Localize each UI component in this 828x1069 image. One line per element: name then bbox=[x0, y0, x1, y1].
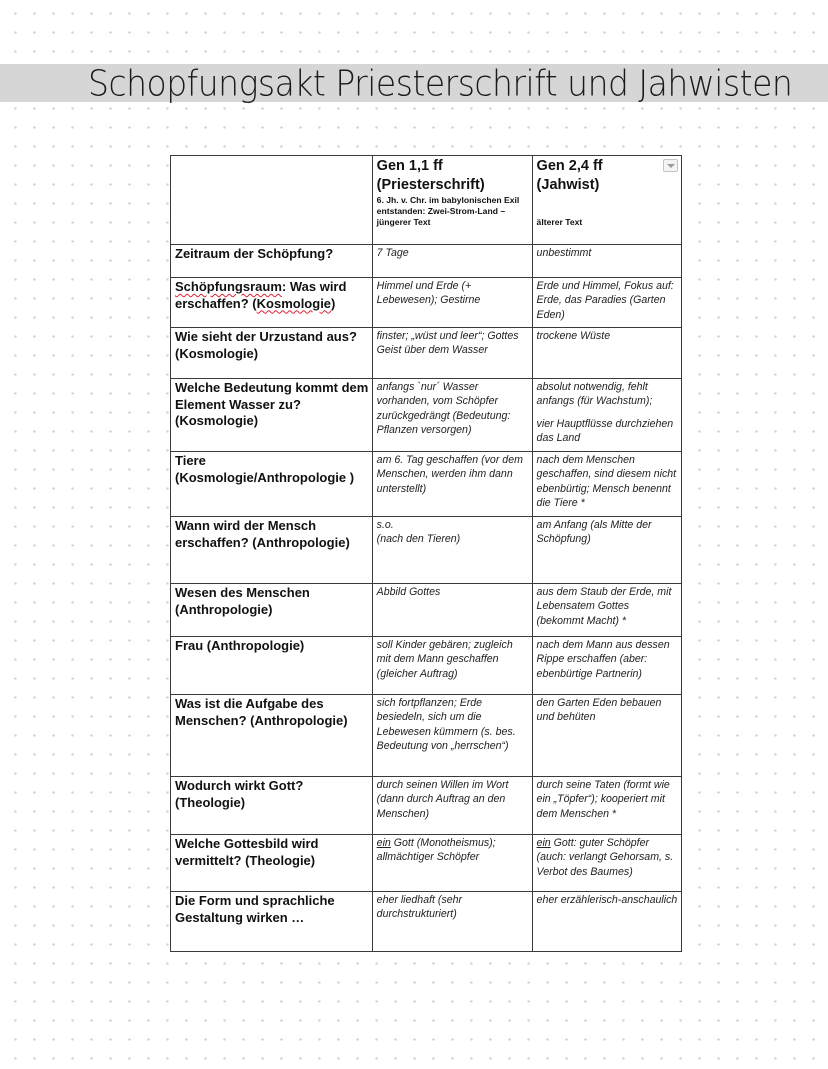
question-part: Kosmologie bbox=[256, 295, 332, 311]
row-jahwist: unbestimmt bbox=[532, 245, 681, 278]
row-jahwist: am Anfang (als Mitte der Schöpfung) bbox=[532, 517, 681, 584]
header-j-note: älterer Text bbox=[536, 217, 583, 227]
page-title: Schopfungsakt Priesterschrift und Jahwisten bbox=[88, 62, 793, 105]
row-priesterschrift: Abbild Gottes bbox=[372, 584, 532, 637]
header-j-subtitle: (Jahwist) bbox=[536, 177, 600, 193]
underlined-word: ein bbox=[376, 837, 391, 849]
row-jahwist: aus dem Staub der Erde, mit Lebensatem Gottes (bekommt Macht) * bbox=[532, 584, 681, 637]
row-jahwist: den Garten Eden bebauen und behüten bbox=[532, 695, 681, 777]
question-part: : Was wird erschaffen? ( bbox=[175, 279, 347, 311]
row-priesterschrift: anfangs `nur´ Wasser vorhanden, vom Schöpfer zurückgedrängt (Bedeutung: Pflanzen versorgen) bbox=[372, 379, 532, 452]
header-p-subtitle: (Priesterschrift) bbox=[376, 177, 485, 193]
row-jahwist bbox=[532, 379, 681, 452]
row-question: Frau (Anthropologie) bbox=[171, 637, 373, 695]
jahwist-part: absolut notwendig, fehlt anfangs (für Wachstum); bbox=[536, 381, 653, 408]
row-priesterschrift: durch seinen Willen im Wort (dann durch Auftrag an den Menschen) bbox=[372, 777, 532, 835]
header-j-title: Gen 2,4 ff bbox=[536, 158, 603, 174]
priesterschrift-text: Gott (Monotheismus); allmächtiger Schöpfer bbox=[376, 837, 496, 864]
row-question: Was ist die Aufgabe des Menschen? (Anthropologie) bbox=[171, 695, 373, 777]
header-empty-cell bbox=[171, 156, 373, 245]
jahwist-part: vier Hauptflüsse durchziehen das Land bbox=[536, 417, 674, 444]
table-row bbox=[171, 452, 682, 517]
row-priesterschrift bbox=[372, 835, 532, 892]
table-row bbox=[171, 245, 682, 278]
table-row bbox=[171, 517, 682, 584]
row-jahwist bbox=[532, 835, 681, 892]
jahwist-text: Gott: guter Schöpfer (auch: verlangt Gehorsam, s. Verbot des Baumes) bbox=[536, 837, 674, 878]
header-jahwist bbox=[532, 156, 681, 245]
comparison-table bbox=[170, 155, 682, 952]
table-row bbox=[171, 379, 682, 452]
underlined-word: ein bbox=[536, 837, 551, 849]
priesterschrift-part: (nach den Tieren) bbox=[376, 533, 461, 546]
header-p-title: Gen 1,1 ff bbox=[376, 158, 443, 174]
table-row bbox=[171, 637, 682, 695]
row-priesterschrift: Himmel und Erde (+ Lebewesen); Gestirne bbox=[372, 278, 532, 328]
row-priesterschrift: finster; „wüst und leer“; Gottes Geist über dem Wasser bbox=[372, 328, 532, 379]
table-row bbox=[171, 278, 682, 328]
row-priesterschrift: soll Kinder gebären; zugleich mit dem Mann geschaffen (gleicher Auftrag) bbox=[372, 637, 532, 695]
row-question bbox=[171, 278, 373, 328]
row-question: Tiere (Kosmologie/Anthropologie ) bbox=[171, 452, 373, 517]
row-question: Wie sieht der Urzustand aus? (Kosmologie) bbox=[171, 328, 373, 379]
question-part: Schöpfungsraum bbox=[175, 279, 282, 294]
table-header-row bbox=[171, 156, 682, 245]
row-priesterschrift: am 6. Tag geschaffen (vor dem Menschen, werden ihm dann unterstellt) bbox=[372, 452, 532, 517]
row-priesterschrift bbox=[372, 517, 532, 584]
table-row bbox=[171, 777, 682, 835]
question-part: ) bbox=[331, 295, 336, 311]
row-question: Die Form und sprachliche Gestaltung wirken … bbox=[171, 892, 373, 952]
table-row bbox=[171, 584, 682, 637]
row-priesterschrift: eher liedhaft (sehr durchstrukturiert) bbox=[372, 892, 532, 952]
header-priesterschrift bbox=[372, 156, 532, 245]
row-question: Wesen des Menschen (Anthropologie) bbox=[171, 584, 373, 637]
row-jahwist: durch seine Taten (formt wie ein „Töpfer“); kooperiert mit dem Menschen * bbox=[532, 777, 681, 835]
row-question: Welche Bedeutung kommt dem Element Wasser zu? (Kosmologie) bbox=[171, 379, 373, 452]
row-jahwist: eher erzählerisch-anschaulich bbox=[532, 892, 681, 952]
row-question: Wann wird der Mensch erschaffen? (Anthropologie) bbox=[171, 517, 373, 584]
table-row bbox=[171, 695, 682, 777]
row-question: Welche Gottesbild wird vermittelt? (Theologie) bbox=[171, 835, 373, 892]
table-row bbox=[171, 328, 682, 379]
row-priesterschrift: sich fortpflanzen; Erde besiedeln, sich um die Lebewesen kümmern (s. bes. Bedeutung von „herrschen“) bbox=[372, 695, 532, 777]
table-row bbox=[171, 835, 682, 892]
row-jahwist: nach dem Mann aus dessen Rippe erschaffen (aber: ebenbürtige Partnerin) bbox=[532, 637, 681, 695]
row-question: Zeitraum der Schöpfung? bbox=[171, 245, 373, 278]
priesterschrift-part: s.o. bbox=[376, 519, 394, 531]
row-jahwist: nach dem Menschen geschaffen, sind diesem nicht ebenbürtig; Mensch benennt die Tiere * bbox=[532, 452, 681, 517]
table-row bbox=[171, 892, 682, 952]
dropdown-filter-icon[interactable] bbox=[663, 159, 678, 172]
row-priesterschrift: 7 Tage bbox=[372, 245, 532, 278]
row-question: Wodurch wirkt Gott? (Theologie) bbox=[171, 777, 373, 835]
row-jahwist: trockene Wüste bbox=[532, 328, 681, 379]
header-p-note: 6. Jh. v. Chr. im babylonischen Exil entstanden: Zwei-Strom-Land – jüngerer Text bbox=[376, 195, 520, 227]
row-jahwist: Erde und Himmel, Fokus auf: Erde, das Paradies (Garten Eden) bbox=[532, 278, 681, 328]
